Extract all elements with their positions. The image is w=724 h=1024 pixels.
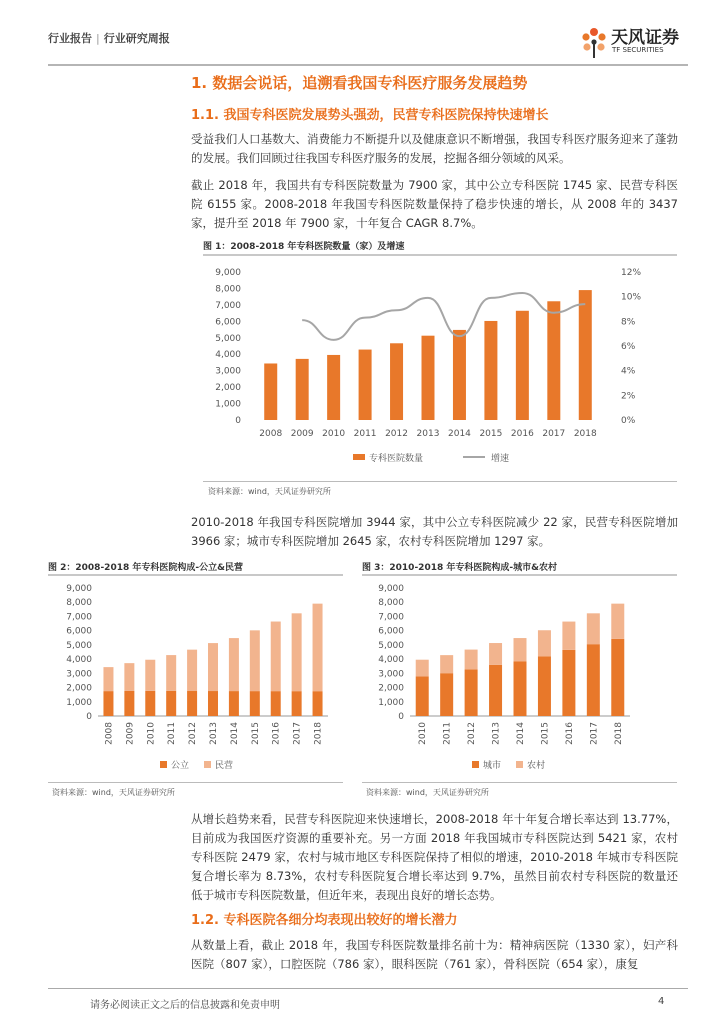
- y2-tick-label: 4%: [621, 366, 636, 377]
- x-tick-label: 2013: [491, 722, 502, 745]
- report-type: [48, 30, 170, 46]
- y-tick-label: 8,000: [378, 598, 404, 609]
- x-tick-label: 2013: [209, 722, 219, 745]
- bar-specialty-hospitals: [264, 363, 277, 420]
- bar-specialty-hospitals: [327, 355, 340, 420]
- y2-tick-label: 0%: [621, 416, 636, 426]
- y-tick-label: 4,000: [215, 350, 241, 361]
- x-tick-label: 2017: [292, 722, 303, 745]
- section-heading: 1. 数据会说话，追溯看我国专科医疗服务发展趋势: [191, 74, 528, 92]
- bar-segment-公立: [145, 691, 155, 716]
- header-divider: [48, 64, 688, 66]
- legend-label-民营: 民营: [215, 761, 234, 771]
- figure-3-source: 资料来源：wind，天风证券研究所: [366, 788, 489, 797]
- footer-disclaimer: 请务必阅读正文之后的信息披露和免责申明: [90, 1000, 280, 1011]
- header-separator: |: [96, 32, 100, 45]
- paragraph-stats: 截止 2018 年，我国共有专科医院数量为 7900 家，其中公立专科医院 1745 家、民营专科医院 6155 家。2008-2018 年我国专科医院数量保持了稳步快速的增长，从 2008 年的 3437 家，提升至 2018 年 7900 家，十年复合 CAGR 8.7%。: [191, 178, 678, 230]
- bar-segment-农村: [587, 613, 600, 644]
- bar-segment-民营: [103, 667, 113, 691]
- x-tick-label: 2013: [416, 429, 440, 439]
- y-tick-label: 0: [86, 712, 92, 722]
- figure-1-bottom-rule: [203, 481, 677, 482]
- logo-text-cn: 天风证券: [611, 28, 679, 48]
- bar-segment-民营: [271, 622, 281, 692]
- y2-tick-label: 2%: [621, 391, 636, 402]
- bar-segment-农村: [514, 638, 527, 661]
- x-tick-label: 2010: [418, 722, 429, 745]
- y-tick-label: 7,000: [378, 612, 404, 623]
- bar-segment-公立: [313, 691, 323, 716]
- y-tick-label: 1,000: [215, 399, 241, 410]
- bar-segment-城市: [416, 677, 429, 716]
- bar-segment-公立: [208, 691, 218, 716]
- y2-tick-label: 10%: [621, 292, 642, 303]
- y-tick-label: 9,000: [215, 268, 241, 278]
- bar-segment-城市: [489, 665, 502, 716]
- bar-segment-城市: [587, 644, 600, 716]
- figure-1-source: 资料来源：wind，天风证券研究所: [208, 487, 331, 496]
- bar-specialty-hospitals: [516, 311, 529, 420]
- x-tick-label: 2017: [589, 722, 600, 745]
- x-tick-label: 2014: [516, 722, 526, 745]
- y-tick-label: 3,000: [66, 669, 92, 680]
- legend-label-growth: 增速: [491, 454, 510, 464]
- y-tick-label: 0: [235, 416, 241, 426]
- paragraph-intro: 受益我们人口基数大、消费能力不断提升以及健康意识不断增强，我国专科医疗服务迎来了蓬勃的发展。我们回顾过往我国专科医疗服务的发展，挖掘各细分领域的风采。: [191, 132, 678, 165]
- legend-swatch-hospitals: [353, 454, 365, 460]
- y-tick-label: 2,000: [378, 683, 404, 694]
- bar-segment-民营: [208, 643, 218, 691]
- y-tick-label: 2,000: [215, 383, 241, 394]
- figure-2-bottom-rule: [48, 782, 343, 783]
- figure-1-title: 图 1：2008-2018 年专科医院数量（家）及增速: [203, 242, 405, 252]
- x-tick-label: 2008: [259, 429, 283, 439]
- bar-segment-城市: [514, 661, 527, 716]
- y-tick-label: 7,000: [215, 300, 241, 311]
- figure-3-chart: [362, 578, 677, 778]
- x-tick-label: 2016: [510, 429, 534, 439]
- y-tick-label: 4,000: [66, 655, 92, 666]
- y-tick-label: 8,000: [66, 598, 92, 609]
- footer-divider: [48, 988, 688, 989]
- bar-segment-城市: [611, 639, 624, 716]
- y-tick-label: 5,000: [378, 640, 404, 651]
- bar-segment-民营: [292, 613, 302, 691]
- bar-specialty-hospitals: [453, 330, 466, 420]
- legend-label-城市: 城市: [483, 761, 502, 771]
- legend-label-公立: 公立: [171, 761, 190, 771]
- x-tick-label: 2010: [322, 429, 346, 439]
- figure-3-top-rule: [362, 574, 677, 576]
- bar-segment-城市: [538, 656, 551, 716]
- x-tick-label: 2014: [229, 722, 240, 745]
- x-tick-label: 2018: [613, 722, 624, 745]
- legend-swatch-公立: [160, 761, 167, 768]
- x-tick-label: 2011: [353, 429, 377, 439]
- y-tick-label: 7,000: [66, 612, 92, 623]
- logo-flower-icon: [578, 22, 610, 62]
- x-tick-label: 2009: [125, 722, 136, 745]
- bar-specialty-hospitals: [390, 343, 403, 420]
- y2-tick-label: 8%: [621, 317, 636, 328]
- x-tick-label: 2018: [313, 722, 324, 745]
- figure-2-source: 资料来源：wind，天风证券研究所: [52, 788, 175, 797]
- bar-segment-公立: [187, 691, 197, 716]
- x-tick-label: 2016: [271, 722, 282, 745]
- figure-2-top-rule: [48, 574, 343, 576]
- x-tick-label: 2015: [250, 722, 261, 745]
- x-tick-label: 2012: [188, 722, 199, 745]
- paragraph-ranking: 从数量上看，截止 2018 年，我国专科医院数量排名前十为：精神病医院（1330 家），妇产科医院（807 家），口腔医院（786 家），眼科医院（761 家），骨科医院（654 家），康复: [191, 938, 678, 971]
- bar-segment-农村: [465, 650, 478, 670]
- x-tick-label: 2012: [467, 722, 478, 745]
- y-tick-label: 0: [398, 712, 404, 722]
- legend-label-hospitals: 专科医院数量: [369, 454, 424, 464]
- figure-1-chart: [203, 258, 677, 478]
- bar-specialty-hospitals: [484, 321, 497, 420]
- y-tick-label: 3,000: [378, 669, 404, 680]
- x-tick-label: 2009: [290, 429, 314, 439]
- figure-1-top-rule: [203, 254, 677, 256]
- paragraph-breakdown: 2010-2018 年我国专科医院增加 3944 家，其中公立专科医院减少 22 家，民营专科医院增加 3966 家；城市专科医院增加 2645 家，农村专科医院增加 1297 家。: [191, 515, 678, 548]
- y-tick-label: 2,000: [66, 683, 92, 694]
- paragraph-growth-trend: 从增长趋势来看，民营专科医院迎来快速增长，2008-2018 年十年复合增长率达到 13.77%，目前成为我国医疗资源的重要补充。另一方面 2018 年我国城市专科医院达到 5421 家，农村专科医院 2479 家，农村与城市地区专科医院保持了相似的增速，2010-2018 年城市专科医院复合增长率为 8.73%，农村专科医院复合增长率达到 9.7%，虽然目前农村专科医院的数量还低于城市专科医院数量，但近年来，表现出良好的增长态势。: [191, 812, 678, 902]
- x-tick-label: 2008: [104, 722, 115, 745]
- figure-3-bottom-rule: [362, 782, 677, 783]
- legend-swatch-农村: [516, 761, 523, 768]
- figure-3-title: 图 3：2010-2018 年专科医院构成-城市&农村: [362, 563, 557, 573]
- x-tick-label: 2012: [385, 429, 408, 439]
- company-logo: [578, 22, 698, 62]
- bar-segment-农村: [562, 622, 575, 650]
- figure-2-title: 图 2：2008-2018 年专科医院构成-公立&民营: [48, 563, 243, 573]
- logo-text-en: TF SECURITIES: [612, 46, 664, 54]
- y-tick-label: 3,000: [215, 366, 241, 377]
- report-subtype-label: 行业研究周报: [103, 32, 170, 45]
- y-tick-label: 5,000: [66, 640, 92, 651]
- bar-segment-公立: [229, 691, 239, 716]
- bar-segment-公立: [292, 691, 302, 716]
- bar-specialty-hospitals: [359, 350, 372, 420]
- bar-segment-民营: [229, 638, 239, 691]
- report-type-label: 行业报告: [48, 32, 92, 45]
- y-tick-label: 5,000: [215, 333, 241, 344]
- x-tick-label: 2017: [542, 429, 566, 439]
- legend-swatch-民营: [204, 761, 211, 768]
- bar-specialty-hospitals: [296, 359, 309, 420]
- x-tick-label: 2011: [167, 722, 178, 745]
- bar-segment-农村: [416, 660, 429, 677]
- x-tick-label: 2015: [479, 429, 503, 439]
- bar-segment-民营: [166, 655, 176, 691]
- bar-segment-城市: [562, 650, 575, 716]
- x-tick-label: 2011: [442, 722, 453, 745]
- bar-segment-农村: [489, 643, 502, 665]
- bar-segment-民营: [250, 630, 260, 691]
- growth-rate-line: [302, 293, 585, 340]
- bar-segment-公立: [124, 691, 134, 716]
- y-tick-label: 1,000: [66, 697, 92, 708]
- figure-2-chart: [48, 578, 343, 778]
- page-number: 4: [658, 996, 665, 1007]
- y-tick-label: 8,000: [215, 284, 241, 295]
- bar-segment-民营: [124, 663, 134, 691]
- subsection-heading-1-2: 1.2. 专科医院各细分均表现出较好的增长潜力: [191, 913, 458, 928]
- bar-segment-民营: [145, 660, 155, 691]
- bar-segment-城市: [465, 669, 478, 716]
- subsection-heading-1-1: 1.1. 我国专科医院发展势头强劲，民营专科医院保持快速增长: [191, 108, 549, 123]
- x-tick-label: 2015: [540, 722, 551, 745]
- bar-segment-公立: [250, 691, 260, 716]
- bar-specialty-hospitals: [422, 336, 435, 420]
- y-tick-label: 6,000: [215, 317, 241, 328]
- bar-segment-农村: [440, 655, 453, 673]
- y-tick-label: 6,000: [378, 626, 404, 637]
- y-tick-label: 9,000: [378, 584, 404, 594]
- legend-swatch-城市: [472, 761, 479, 768]
- y-tick-label: 6,000: [66, 626, 92, 637]
- x-tick-label: 2014: [448, 429, 471, 439]
- bar-segment-民营: [313, 604, 323, 692]
- bar-segment-城市: [440, 673, 453, 716]
- y2-tick-label: 12%: [621, 268, 642, 278]
- x-tick-label: 2016: [564, 722, 575, 745]
- bar-specialty-hospitals: [547, 301, 560, 420]
- y-tick-label: 4,000: [378, 655, 404, 666]
- x-tick-label: 2010: [146, 722, 157, 745]
- y-tick-label: 9,000: [66, 584, 92, 594]
- bar-segment-公立: [103, 691, 113, 716]
- legend-label-农村: 农村: [527, 761, 546, 771]
- y-tick-label: 1,000: [378, 697, 404, 708]
- bar-segment-公立: [166, 691, 176, 716]
- bar-segment-农村: [538, 630, 551, 656]
- y2-tick-label: 6%: [621, 342, 636, 352]
- bar-segment-民营: [187, 650, 197, 691]
- bar-segment-公立: [271, 691, 281, 716]
- bar-segment-农村: [611, 604, 624, 639]
- x-tick-label: 2018: [573, 429, 597, 439]
- bar-specialty-hospitals: [579, 290, 592, 420]
